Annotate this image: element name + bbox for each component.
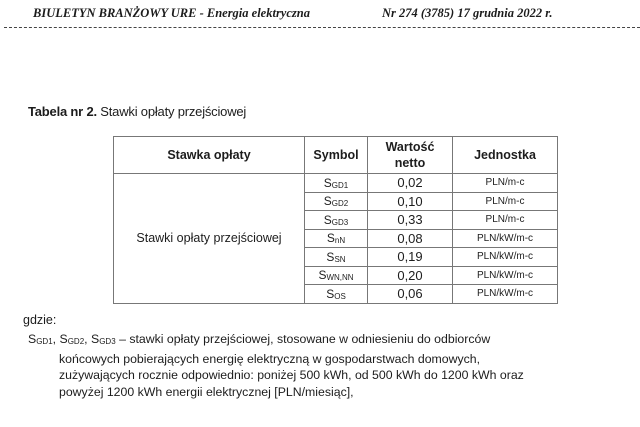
symbol-cell <box>305 192 368 211</box>
table-header-row <box>114 137 558 174</box>
symbol-sub: GD1 <box>331 180 349 190</box>
symbol-sub: GD2 <box>331 199 349 209</box>
unit-cell: PLN/m-c <box>453 174 558 193</box>
page-header <box>0 4 640 22</box>
legend-line-3: zużywających rocznie odpowiednio: poniżej 500 kWh, od 500 kWh do 1200 kWh oraz <box>59 368 524 382</box>
value-cell: 0,02 <box>368 174 453 193</box>
table-caption <box>28 104 246 119</box>
header-divider <box>4 27 640 28</box>
value-cell: 0,10 <box>368 192 453 211</box>
caption-number: Tabela nr 2. <box>28 104 97 119</box>
symbol-sub: GD2 <box>67 337 85 346</box>
symbol-sub: SN <box>334 254 346 264</box>
legend-line-1 <box>28 331 568 351</box>
symbol-separator: , <box>84 332 91 346</box>
legend-paragraph <box>28 331 568 400</box>
table-row <box>114 174 558 193</box>
caption-text: Stawki opłaty przejściowej <box>96 104 247 119</box>
symbol-sub: WN,NN <box>326 273 354 283</box>
symbol-base: S <box>326 249 335 264</box>
unit-cell: PLN/kW/m-c <box>453 285 558 304</box>
col-header-stawka: Stawka opłaty <box>114 137 305 174</box>
symbol-base: S <box>323 175 332 190</box>
value-cell: 0,20 <box>368 266 453 285</box>
col-header-wartosc-line2: netto <box>394 156 426 170</box>
value-cell: 0,19 <box>368 248 453 267</box>
group-label: Stawki opłaty przejściowej <box>114 174 305 304</box>
col-header-jednostka: Jednostka <box>453 137 558 174</box>
symbol-cell <box>305 229 368 248</box>
symbol-base: S <box>323 194 332 209</box>
value-cell: 0,06 <box>368 285 453 304</box>
publication-title: BIULETYN BRANŻOWY URE - Energia elektryczna <box>33 6 310 20</box>
rates-table <box>113 136 558 304</box>
symbol-sub: OS <box>334 291 346 301</box>
symbol-base: S <box>28 332 37 346</box>
legend-line-4: powyżej 1200 kWh energii elektrycznej [PLN/miesiąc], <box>59 384 354 399</box>
symbol-sub: GD1 <box>36 337 53 346</box>
legend-intro: gdzie: <box>23 313 57 327</box>
unit-cell: PLN/m-c <box>453 192 558 211</box>
symbol-base: S <box>326 286 335 301</box>
symbol-sub: nN <box>334 236 346 246</box>
symbol-cell <box>305 266 368 285</box>
symbol-cell <box>305 211 368 230</box>
symbol-base: S <box>91 332 100 346</box>
unit-cell: PLN/kW/m-c <box>453 248 558 267</box>
issue-info: Nr 274 (3785) 17 grudnia 2022 r. <box>382 6 553 20</box>
col-header-wartosc-line1: Wartość <box>385 140 435 154</box>
value-cell: 0,33 <box>368 211 453 230</box>
symbol-sub: GD3 <box>331 217 349 227</box>
legend-line-2: końcowych pobierających energię elektryczną w gospodarstwach domowych, <box>59 351 481 366</box>
symbol-separator: , <box>52 332 60 346</box>
col-header-wartosc <box>368 137 453 174</box>
unit-cell: PLN/m-c <box>453 211 558 230</box>
symbol-sub: GD3 <box>99 337 116 346</box>
symbol-base: S <box>323 212 332 227</box>
value-cell: 0,08 <box>368 229 453 248</box>
symbol-base: S <box>59 332 68 346</box>
symbol-cell <box>305 285 368 304</box>
symbol-base: S <box>318 268 327 283</box>
legend-line-1-text: – stawki opłaty przejściowej, stosowane w odniesieniu do odbiorców <box>115 332 491 346</box>
symbol-cell <box>305 174 368 193</box>
col-header-symbol: Symbol <box>305 137 368 174</box>
unit-cell: PLN/kW/m-c <box>453 266 558 285</box>
unit-cell: PLN/kW/m-c <box>453 229 558 248</box>
symbol-cell <box>305 248 368 267</box>
symbol-base: S <box>326 231 335 246</box>
